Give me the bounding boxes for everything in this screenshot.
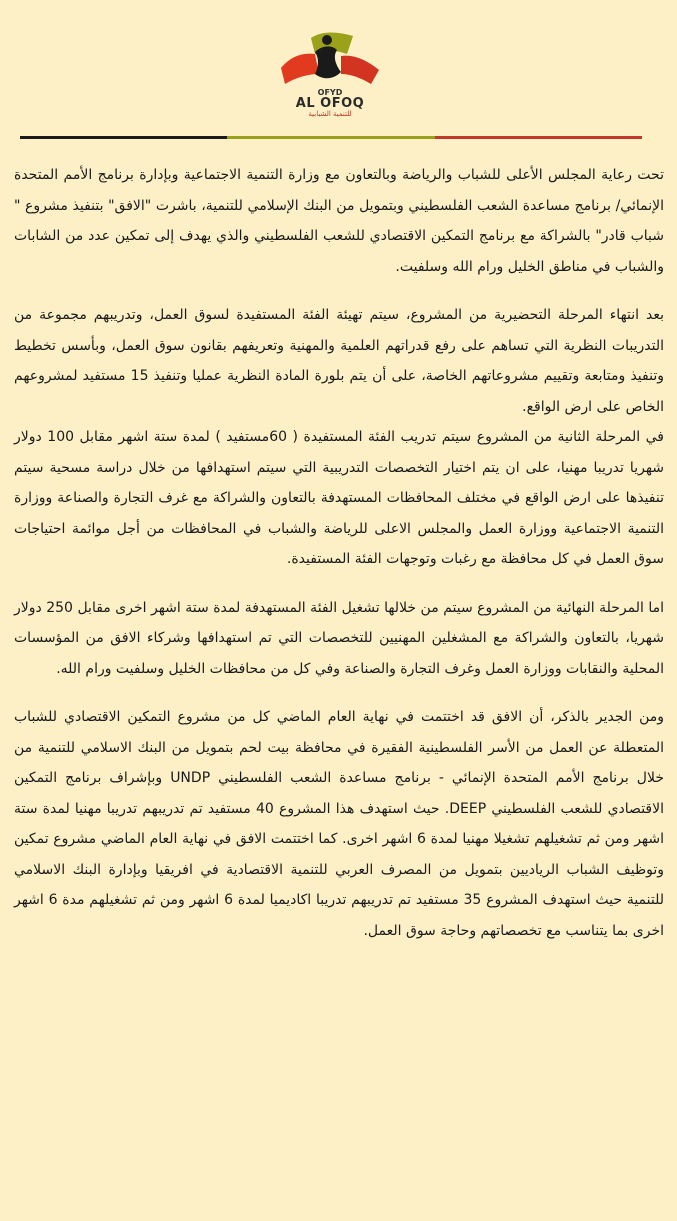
paragraph-intro: تحت رعاية المجلس الأعلى للشباب والرياضة وبالتعاون مع وزارة التنمية الاجتماعية وبإدارة برنامج الأمم المتحدة الإنمائي/ برنامج مساعدة الشعب الفلسطيني وبتمويل من البنك الإسلامي للتنمية، باشرت "الافق" بتنفيذ مشروع " شباب قادر" بالشراكة مع برنامج التمكين الاقتصادي للشعب الفلسطيني والذي يهدف إلى تمكين عدد من الشابات والشباب في مناطق الخليل ورام الله وسلفيت. [14,167,664,275]
article-body [14,160,664,946]
logo-name: AL OFOQ [295,96,365,111]
divider-segment-olive [227,136,434,139]
divider-segment-black [20,136,227,139]
logo-acronym: OFYD [317,88,343,97]
divider-segment-red [435,136,642,139]
paragraph-phase-two: في المرحلة الثانية من المشروع سيتم تدريب الفئة المستفيدة ( 60مستفيد ) لمدة ستة اشهر مقابل 100 دولار شهريا تدريبا مهنيا، على ان يتم اختيار التخصصات التدريبية التي سيتم استهدافها من خلال دراسة مسحية سيتم تنفيذها على ارض الواقع في مختلف المحافظات المستهدفة بالتعاون والشراكة مع غرف التجارة والصناعة ووزارة التنمية الاجتماعية ووزارة العمل والمجلس الاعلى للرياضة والشباب في المحافظات من أجل موائمة احتياجات سوق العمل في كل محافظة مع رغبات وتوجهات الفئة المستفيدة. [14,429,664,567]
paragraph-phase-final: اما المرحلة النهائية من المشروع سيتم من خلالها تشغيل الفئة المستهدفة لمدة ستة اشهر اخرى مقابل 250 دولار شهريا، بالتعاون والشراكة مع المشغلين المهنيين للتخصصات التي تم استهدافها وشركاء الافق من المؤسسات المحلية والنقابات ووزارة العمل وغرف التجارة والصناعة وفي كل من محافظات الخليل وسلفيت ورام الله. [14,599,664,677]
ofyd-logo [270,28,390,123]
logo-mark [275,28,385,90]
paragraph-previous-projects: ومن الجدير بالذكر، أن الافق قد اختتمت في نهاية العام الماضي كل من مشروع التمكين الاقتصادي للشباب المتعطلة عن العمل من الأسر الفلسطينية الفقيرة في محافظة بيت لحم بتمويل من البنك الاسلامي للتنمية من خلال برنامج الأمم المتحدة الإنمائي - برنامج مساعدة الشعب الفلسطيني UNDP وبإشراف برنامج التمكين الاقتصادي للشعب الفلسطيني DEEP. حيث استهدف هذا المشروع 40 مستفيد تم تدريبهم تدريبا مهنيا لمدة ستة اشهر ومن ثم تشغيلهم تشغيلا مهنيا لمدة 6 اشهر اخرى. كما اختتمت الافق في نهاية العام الماضي مشروع تمكين وتوظيف الشباب الرياديين بتمويل من المصرف العربي للتنمية الاقتصادية في افريقيا وبإدارة البنك الاسلامي للتنمية حيث استهدف المشروع 35 مستفيد تم تدريبهم تدريبا اكاديميا لمدة 6 اشهر ومن ثم تشغيلهم مدة 6 اشهر اخرى بما يتناسب مع تخصصاتهم وحاجة سوق العمل. [14,709,664,939]
logo-tagline: للتنمية الشبابية [308,110,352,118]
header-divider [20,136,642,139]
paragraph-phase-preparatory: بعد انتهاء المرحلة التحضيرية من المشروع، سيتم تهيئة الفئة المستفيدة لسوق العمل، وتدريبهم مجموعة من التدريبات النظرية التي تساهم على رفع قدراتهم العلمية والمهنية وتعريفهم بقانون سوق العمل، وبأسس تخطيط وتنفيذ ومتابعة وتقييم مشروعاتهم الخاصة، على أن يتم بلورة المادة النظرية عمليا وتنفيذ 15 مستفيد لمشروعهم الخاص على ارض الواقع. [14,307,664,415]
